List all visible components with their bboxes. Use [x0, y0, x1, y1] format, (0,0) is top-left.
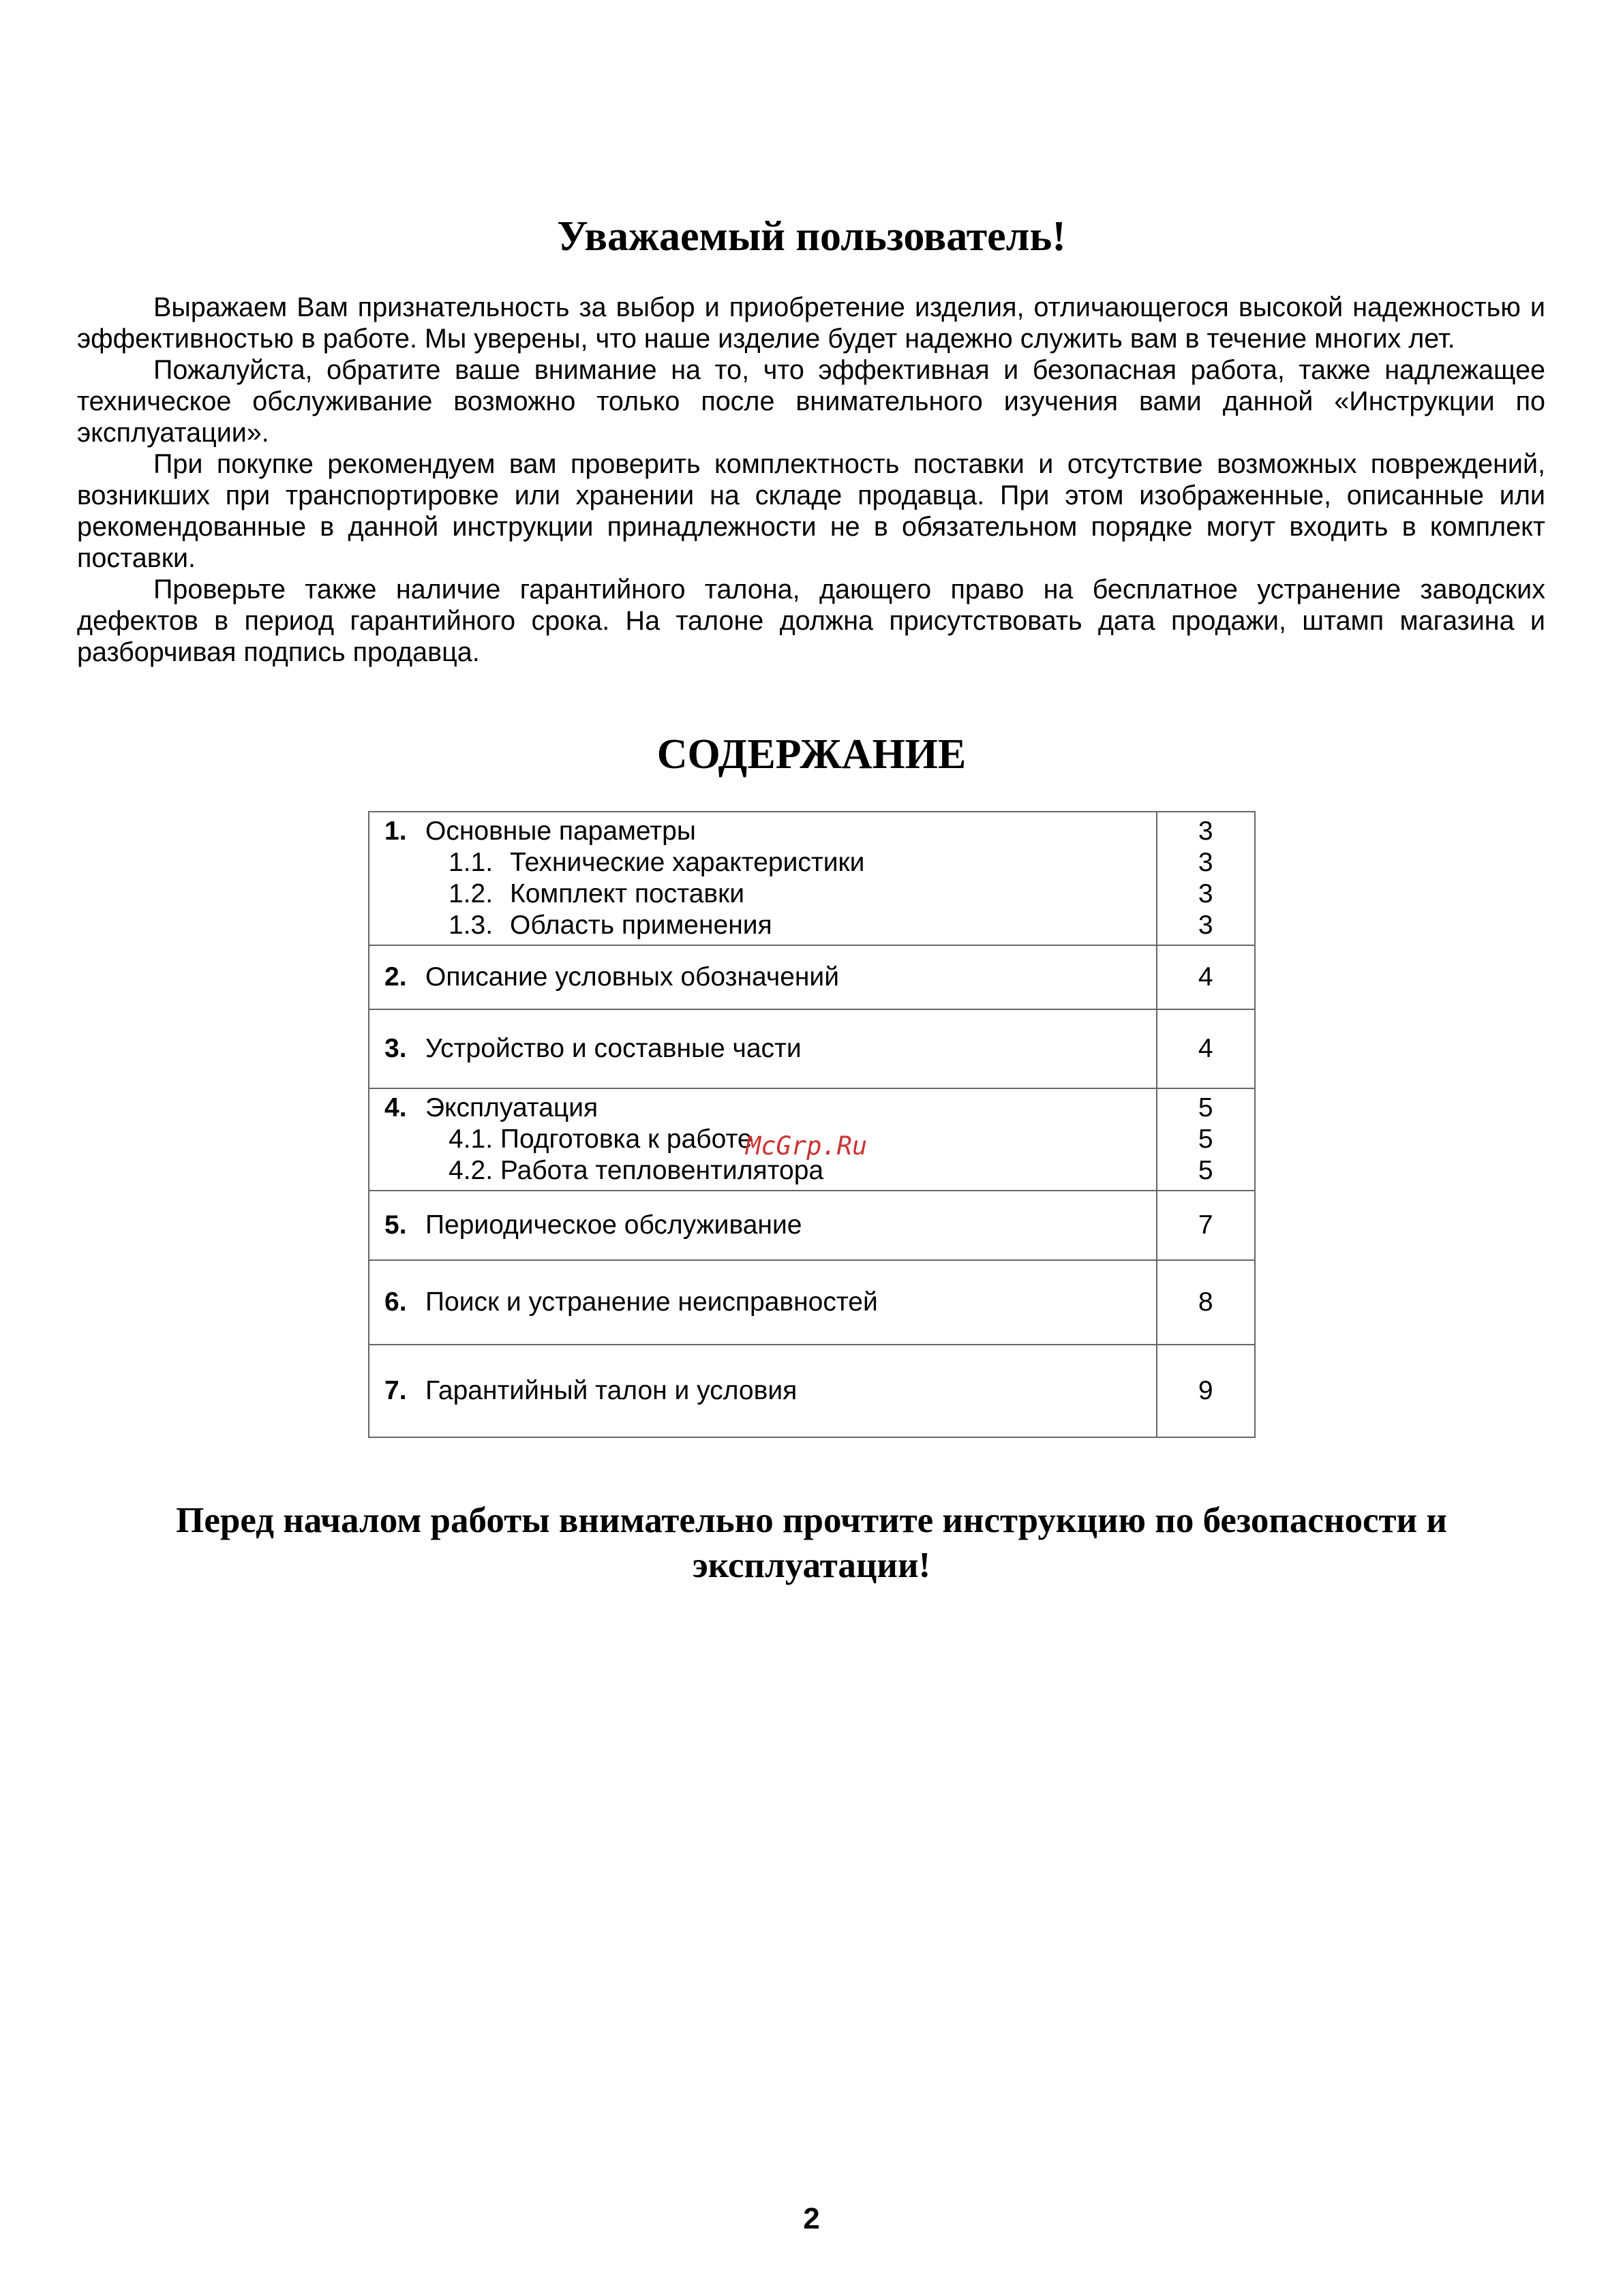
toc-title: СОДЕРЖАНИЕ: [656, 731, 967, 778]
toc-page-cell: [1157, 1088, 1255, 1191]
page-number: 2: [803, 2202, 820, 2235]
toc-section-entry: [384, 816, 1156, 847]
toc-section-cell: [369, 1009, 1157, 1088]
table-of-contents: [368, 811, 1256, 1438]
toc-subsection-entry: [384, 910, 1156, 941]
toc-subsection-entry: [384, 878, 1156, 910]
toc-subsection-label: Комплект поставки: [510, 879, 744, 908]
toc-section-label: Эксплуатация: [425, 1093, 598, 1122]
toc-section-number: 3.: [384, 1034, 407, 1063]
toc-row: [369, 1260, 1255, 1345]
toc-page-number: 5: [1198, 1093, 1213, 1122]
toc-section-label: Устройство и составные части: [425, 1034, 802, 1063]
toc-section-cell: [369, 1191, 1157, 1260]
intro-paragraph: Выражаем Вам признательность за выбор и приобретение изделия, отличающегося высокой надежностью и эффективностью в работе. Мы уверены, что наше изделие будет надежно служить вам в течение многих лет.: [77, 292, 1545, 354]
toc-section-number: 7.: [384, 1376, 407, 1405]
toc-section-label: Гарантийный талон и условия: [425, 1376, 798, 1405]
toc-section-entry: [384, 1092, 1156, 1124]
toc-page-cell: [1157, 812, 1255, 945]
toc-section-number: 4.: [384, 1093, 407, 1122]
toc-page-number: 5: [1198, 1156, 1213, 1185]
page-title: Уважаемый пользователь!: [557, 213, 1066, 260]
toc-subsection-label: Область применения: [510, 910, 772, 940]
toc-section-number: 5.: [384, 1210, 407, 1240]
toc-page-number: 9: [1157, 1345, 1255, 1437]
toc-section-cell: [369, 1345, 1157, 1437]
toc-row: [369, 1009, 1255, 1088]
toc-section-number: 1.: [384, 816, 407, 846]
toc-row: [369, 945, 1255, 1009]
toc-page-number: 3: [1198, 910, 1213, 940]
toc-subsection-number: 1.3.: [449, 910, 494, 940]
toc-subsection-number: 4.2.: [449, 1156, 494, 1185]
toc-subsection-number: 1.1.: [449, 848, 494, 877]
safety-warning-line: эксплуатации!: [692, 1546, 931, 1585]
toc-row: [369, 812, 1255, 945]
toc-section-cell: [369, 1260, 1157, 1345]
toc-section-label: Периодическое обслуживание: [425, 1210, 802, 1240]
toc-page-number: 4: [1157, 1009, 1255, 1088]
watermark: McGrp.Ru: [746, 1131, 868, 1161]
intro-paragraph: Проверьте также наличие гарантийного талона, дающего право на бесплатное устранение заводских дефектов в период гарантийного срока. На талоне должна присутствовать дата продажи, штамп магазина и разборчивая подпись продавца.: [77, 575, 1545, 667]
toc-section-number: 6.: [384, 1287, 407, 1317]
toc-subsection-number: 1.2.: [449, 879, 494, 908]
intro-paragraph: Пожалуйста, обратите ваше внимание на то, что эффективная и безопасная работа, также надлежащее техническое обслуживание возможно только после внимательного изучения вами данной «Инструкции по эксплуатации».: [77, 355, 1545, 448]
toc-section-cell: [369, 945, 1157, 1009]
toc-section-label: Поиск и устранение неисправностей: [425, 1287, 878, 1317]
toc-row: [369, 1191, 1255, 1260]
safety-warning: [82, 1498, 1541, 1588]
toc-page-number: 8: [1157, 1260, 1255, 1345]
toc-subsection-label: Технические характеристики: [510, 848, 865, 877]
toc-section-label: Основные параметры: [425, 816, 696, 846]
toc-subsection-label: Подготовка к работе: [500, 1124, 753, 1154]
toc-page-number: 4: [1157, 945, 1255, 1009]
toc-section-label: Описание условных обозначений: [425, 962, 839, 992]
toc-row: [369, 1345, 1255, 1437]
toc-page-number: 5: [1198, 1124, 1213, 1154]
toc-page-number: 3: [1198, 879, 1213, 908]
toc-page-number: 3: [1198, 816, 1213, 846]
toc-subsection-label: Работа тепловентилятора: [500, 1156, 824, 1185]
toc-page-number: 3: [1198, 848, 1213, 877]
toc-subsection-entry: [384, 847, 1156, 878]
toc-page-number: 7: [1157, 1191, 1255, 1260]
toc-section-cell: [369, 812, 1157, 945]
toc-subsection-number: 4.1.: [449, 1124, 494, 1154]
intro-text: [77, 292, 1545, 668]
intro-paragraph: При покупке рекомендуем вам проверить комплектность поставки и отсутствие возможных повреждений, возникших при транспортировке или хранении на складе продавца. При этом изображенные, описанные или рекомендованные в данной инструкции принадлежности не в обязательном порядке могут входить в комплект поставки.: [77, 449, 1545, 573]
safety-warning-line: Перед началом работы внимательно прочтите инструкцию по безопасности и: [176, 1501, 1447, 1540]
toc-section-number: 2.: [384, 962, 407, 992]
